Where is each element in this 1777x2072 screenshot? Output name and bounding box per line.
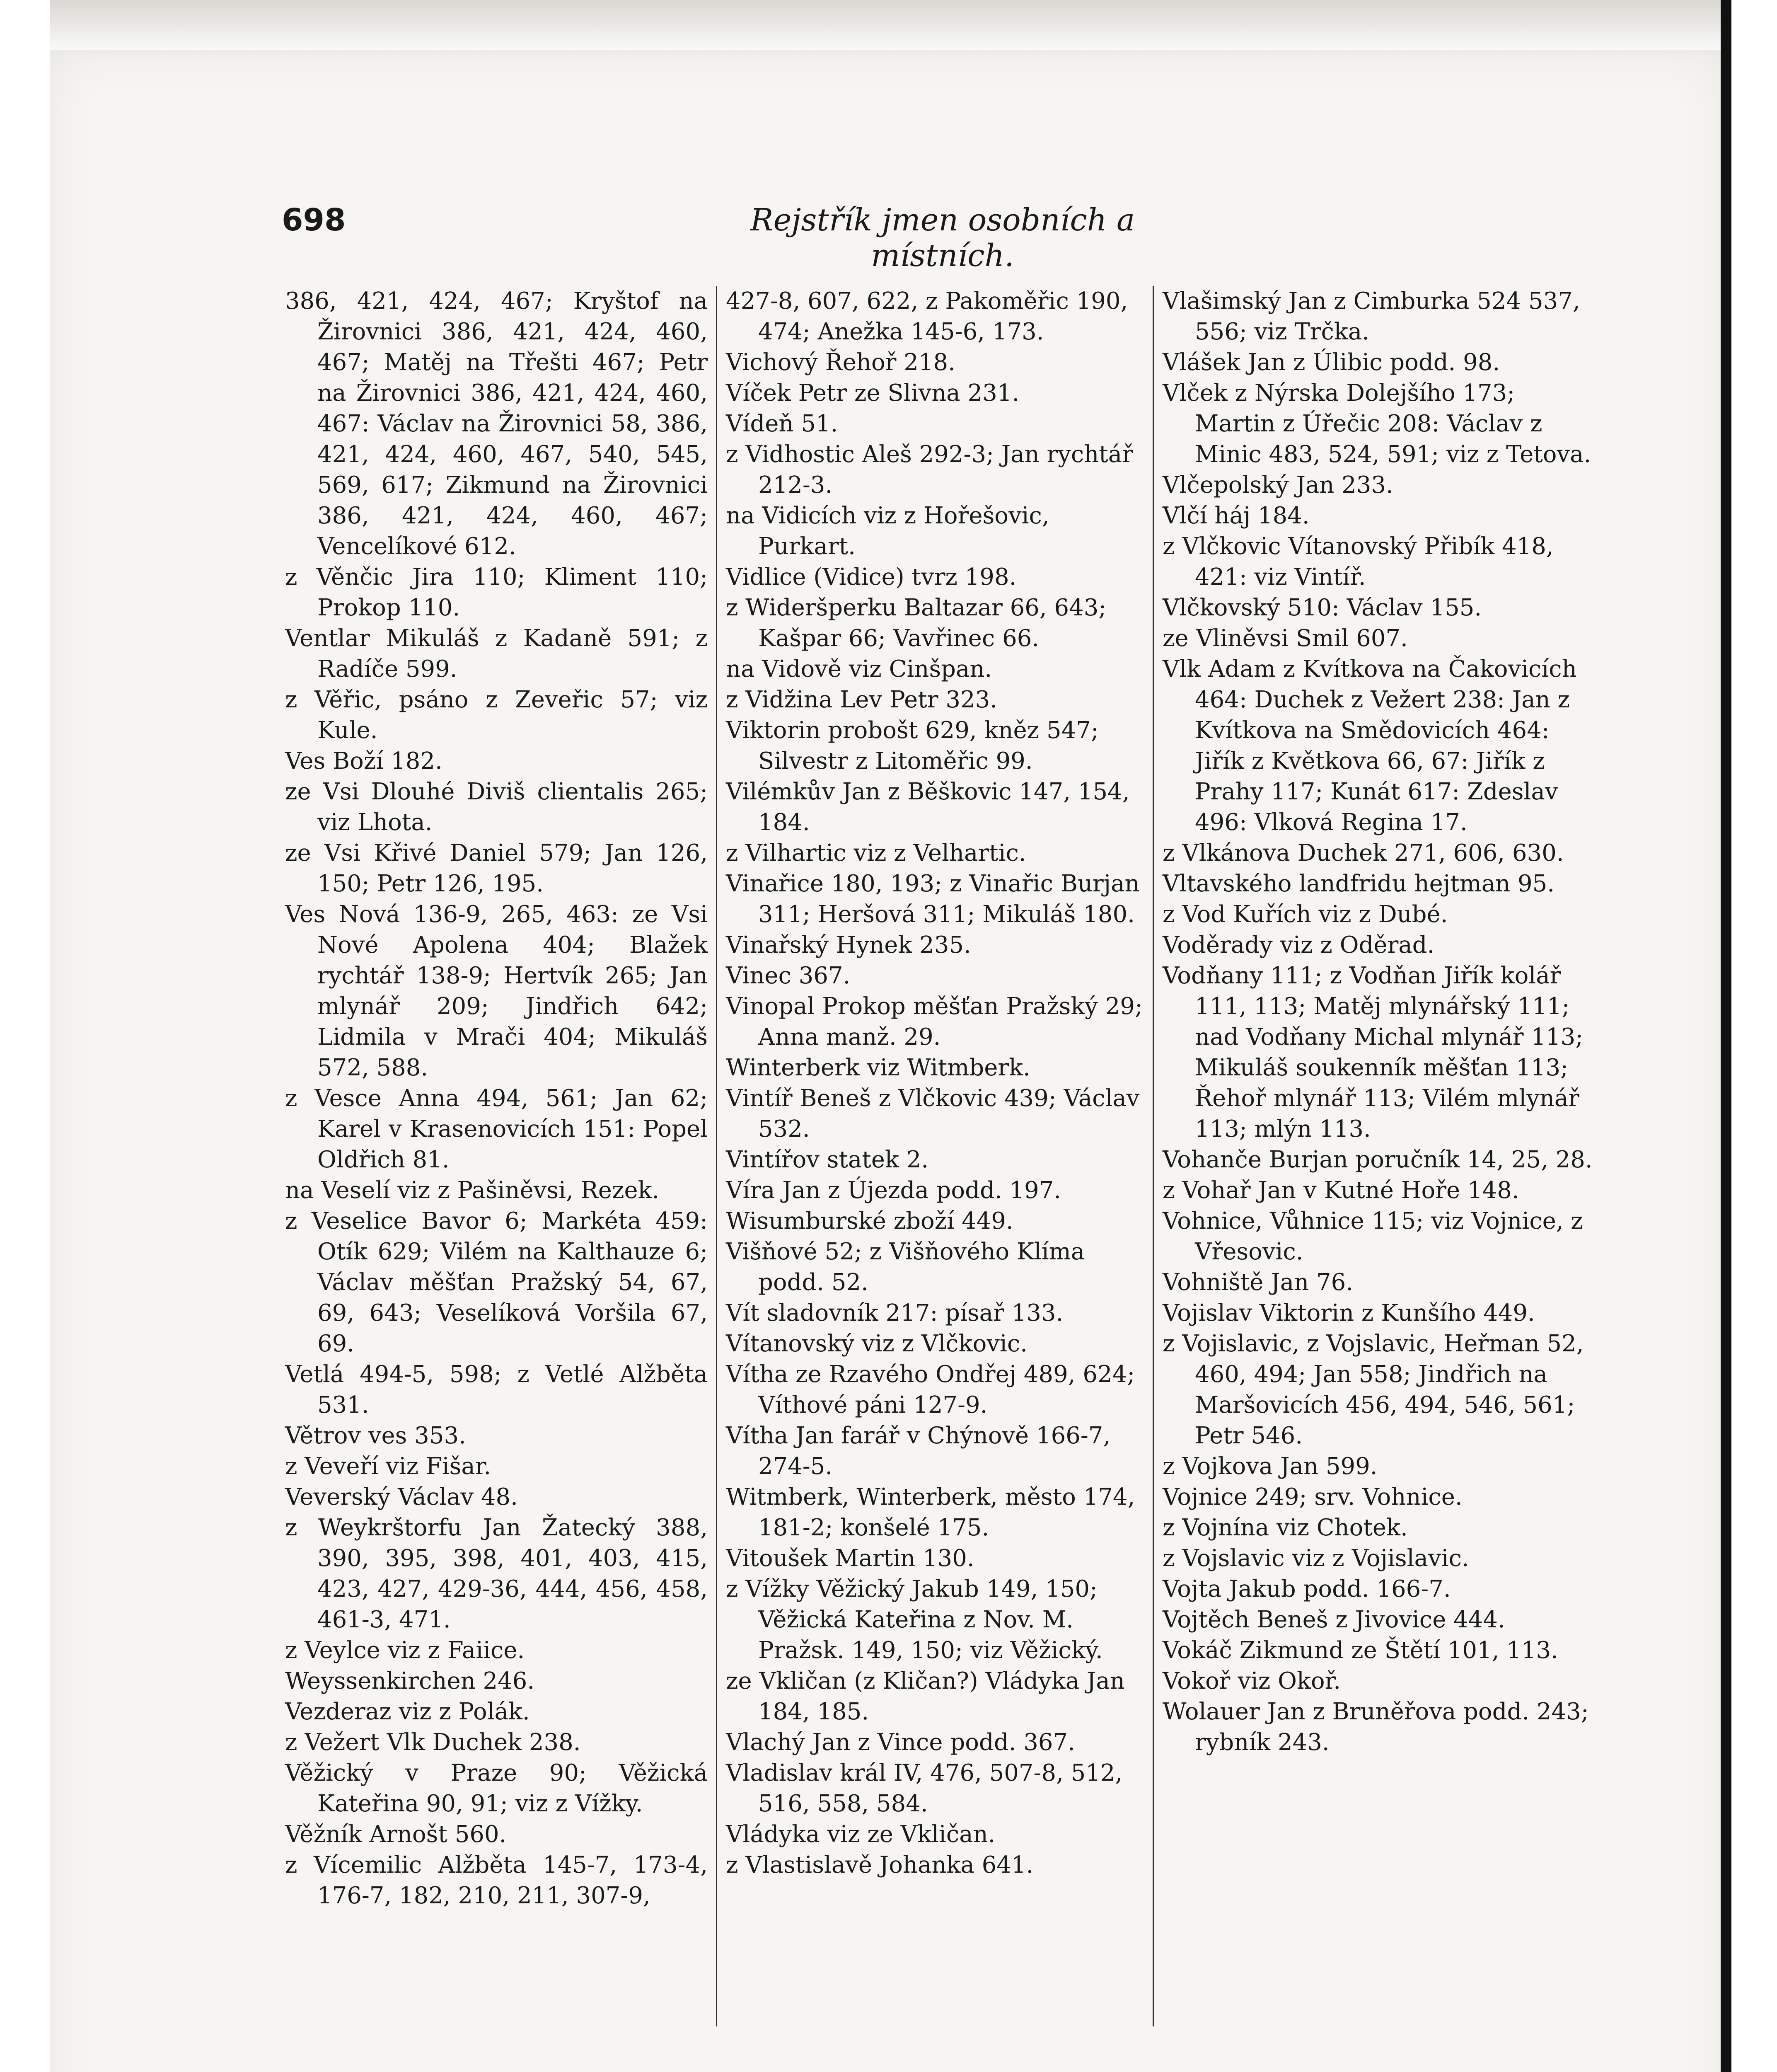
index-entry: Vinařský Hynek 235. [726, 932, 971, 959]
index-entry: z Wideršperku Baltazar 66, 643; Kašpar 66; Vavřinec 66. [726, 594, 1107, 652]
index-entry: Weyssenkirchen 246. [285, 1668, 535, 1694]
index-entry: z Vesce Anna 494, 561; Jan 62; Karel v Krasenovicích 151: Popel Oldřich 81. [285, 1085, 708, 1173]
index-entry: Vít sladovník 217: písař 133. [726, 1300, 1064, 1326]
index-entry: Věžický v Praze 90; Věžická Kateřina 90, 91; viz z Vížky. [285, 1760, 708, 1817]
index-entry: ze Vkličan (z Kličan?) Vládyka Jan 184, 185. [726, 1668, 1125, 1725]
index-entry: Vítha ze Rzavého Ondřej 489, 624; Víthové páni 127-9. [726, 1361, 1135, 1418]
index-entry: z Vojslavic viz z Vojislavic. [1163, 1545, 1469, 1572]
column-divider [1153, 286, 1154, 2026]
page-number: 698 [282, 202, 346, 238]
index-entry: Vinopal Prokop měšťan Pražský 29; Anna manž. 29. [726, 993, 1143, 1051]
index-entry: Vltavského landfridu hejtman 95. [1163, 870, 1555, 897]
index-entry: Víček Petr ze Slivna 231. [726, 380, 1020, 407]
index-entry: Vládyka viz ze Vkličan. [726, 1821, 996, 1848]
index-entry: Vohniště Jan 76. [1163, 1269, 1354, 1296]
index-entry: Vítha Jan farář v Chýnově 166-7, 274-5. [726, 1422, 1111, 1480]
index-entry: Vokáč Zikmund ze Štětí 101, 113. [1163, 1637, 1558, 1664]
index-entry: Vlašimský Jan z Cimburka 524 537, 556; viz Trčka. [1163, 288, 1580, 345]
index-entry: na Veselí viz z Pašiněvsi, Rezek. [285, 1177, 660, 1204]
index-entry: Ventlar Mikuláš z Kadaně 591; z Radíče 599. [285, 625, 708, 683]
index-entry: Vlk Adam z Kvítkova na Čakovicích 464: Duchek z Vežert 238: Jan z Kvítkova na Smědovicích 464: Jiřík z Květkova 66, 67: Jiřík z Prahy 117; Kunát 617: Zdeslav 496: Vlková Regina 17. [1163, 656, 1577, 836]
index-entry: Vokoř viz Okoř. [1163, 1668, 1341, 1694]
index-entry: z Vojnína viz Chotek. [1163, 1514, 1408, 1541]
index-entry: z Vícemilic Alžběta 145-7, 173-4, 176-7, 182, 210, 211, 307-9, [285, 1852, 708, 1909]
index-entry: Vohanče Burjan poručník 14, 25, 28. [1163, 1146, 1593, 1173]
index-entry: Wisumburské zboží 449. [726, 1208, 1013, 1234]
index-entry: Ves Boží 182. [285, 748, 442, 775]
index-entry: Víra Jan z Újezda podd. 197. [726, 1177, 1061, 1204]
index-entry: z Věnčic Jira 110; Kliment 110; Prokop 110. [285, 564, 708, 621]
column-divider [716, 286, 717, 2026]
index-entry: Vlášek Jan z Úlibic podd. 98. [1163, 349, 1500, 376]
index-entry: Vladislav král IV, 476, 507-8, 512, 516, 558, 584. [726, 1760, 1123, 1817]
index-entry: na Vidově viz Cinšpan. [726, 656, 992, 683]
index-entry: ze Vliněvsi Smil 607. [1163, 625, 1408, 652]
index-entry: Vinařice 180, 193; z Vinařic Burjan 311; Heršová 311; Mikuláš 180. [726, 870, 1140, 928]
index-entry: z Veselice Bavor 6; Markéta 459: Otík 629; Vilém na Kalthauze 6; Václav měšťan Pražský 54, 67, 69, 643; Veselíková Voršila 67, 69. [285, 1208, 708, 1357]
index-entry: ze Vsi Křivé Daniel 579; Jan 126, 150; Petr 126, 195. [285, 840, 708, 897]
index-entry: Winterberk viz Witmberk. [726, 1054, 1030, 1081]
index-entry: Vlčepolský Jan 233. [1163, 472, 1393, 499]
index-entry: Vohnice, Vůhnice 115; viz Vojnice, z Vřesovic. [1163, 1208, 1583, 1265]
index-entry: Vidlice (Vidice) tvrz 198. [726, 564, 1017, 591]
index-column-1 [285, 286, 708, 1911]
index-entry: z Vod Kuřích viz z Dubé. [1163, 901, 1448, 928]
index-entry: Vlček z Nýrska Dolejšího 173; Martin z Úřečic 208: Václav z Minic 483, 524, 591; viz z Tetova. [1163, 380, 1591, 468]
index-entry: z Vojislavic, z Vojslavic, Heřman 52, 460, 494; Jan 558; Jindřich na Maršovicích 456, 494, 546, 561; Petr 546. [1163, 1330, 1584, 1449]
index-entry: Vichový Řehoř 218. [726, 349, 955, 376]
index-entry: Vojnice 249; srv. Vohnice. [1163, 1484, 1463, 1510]
index-entry: z Veylce viz z Faiice. [285, 1637, 525, 1664]
index-entry: Vlčí háj 184. [1163, 502, 1310, 529]
index-entry: Věžník Arnošt 560. [285, 1821, 507, 1848]
index-entry: Vezderaz viz z Polák. [285, 1698, 530, 1725]
index-entry: Vojtěch Beneš z Jivovice 444. [1163, 1606, 1505, 1633]
index-column-3 [1163, 286, 1593, 1758]
index-entry: z Vlčkovic Vítanovský Přibík 418, 421: viz Vintíř. [1163, 533, 1554, 591]
index-entry: z Vlastislavě Johanka 641. [726, 1852, 1034, 1878]
index-entry: Ves Nová 136-9, 265, 463: ze Vsi Nové Apolena 404; Blažek rychtář 138-9; Hertvík 265; Jan mlynář 209; Jindřich 642; Lidmila v Mrači 404; Mikuláš 572, 588. [285, 901, 708, 1081]
index-entry: na Vidicích viz z Hořešovic, Purkart. [726, 502, 1049, 560]
index-entry: Vodňany 111; z Vodňan Jiřík kolář 111, 113; Matěj mlynářský 111; nad Vodňany Michal mlynář 113; Mikuláš soukenník měšťan 113; Řehoř mlynář 113; Vilém mlynář 113; mlýn 113. [1163, 962, 1584, 1143]
index-entry: Wolauer Jan z Bruněřova podd. 243; rybník 243. [1163, 1698, 1589, 1756]
running-title: Rejstřík jmen osobních a místních. [750, 202, 1135, 274]
index-entry: Veverský Václav 48. [285, 1484, 518, 1510]
index-entry: 386, 421, 424, 467; Kryštof na Žirovnici 386, 421, 424, 460, 467; Matěj na Třešti 467; Petr na Žirovnici 386, 421, 424, 460, 467: Václav na Žirovnici 58, 386, 421, 424, 460, 467, 540, 545, 569, 617; Zikmund na Žirovnici 386, 421, 424, 460, 467; Vencelíkové 612. [285, 288, 708, 560]
index-entry: Voděrady viz z Oděrad. [1163, 932, 1435, 959]
index-entry: Vídeň 51. [726, 410, 838, 437]
index-entry: Vetlá 494-5, 598; z Vetlé Alžběta 531. [285, 1361, 708, 1418]
index-column-2 [726, 286, 1144, 1881]
index-entry: z Věřic, psáno z Zeveřic 57; viz Kule. [285, 686, 708, 744]
index-entry: z Vlkánova Duchek 271, 606, 630. [1163, 840, 1564, 867]
index-entry: z Vežert Vlk Duchek 238. [285, 1729, 581, 1756]
index-entry: Větrov ves 353. [285, 1422, 466, 1449]
index-entry: z Weykrštorfu Jan Žatecký 388, 390, 395, 398, 401, 403, 415, 423, 427, 429-36, 444, 456, 458, 461-3, 471. [285, 1514, 708, 1633]
index-entry: Vilémkův Jan z Běškovic 147, 154, 184. [726, 778, 1130, 836]
index-entry: Vlachý Jan z Vince podd. 367. [726, 1729, 1075, 1756]
index-entry: z Vidhostic Aleš 292-3; Jan rychtář 212-3. [726, 441, 1133, 499]
index-entry: z Veveří viz Fišar. [285, 1453, 491, 1480]
index-entry: ze Vsi Dlouhé Diviš clientalis 265; viz Lhota. [285, 778, 708, 836]
index-entry: Witmberk, Winterberk, město 174, 181-2; konšelé 175. [726, 1484, 1135, 1541]
index-entry: Vítanovský viz z Vlčkovic. [726, 1330, 1028, 1357]
index-entry: Vitoušek Martin 130. [726, 1545, 974, 1572]
page-edge [1721, 0, 1731, 2072]
index-entry: z Vojkova Jan 599. [1163, 1453, 1378, 1480]
scan-shadow [50, 0, 1726, 58]
index-entry: z Vohař Jan v Kutné Hoře 148. [1163, 1177, 1519, 1204]
index-entry: z Vížky Věžický Jakub 149, 150; Věžická Kateřina z Nov. M. Pražsk. 149, 150; viz Věžický. [726, 1576, 1103, 1664]
index-entry: Vojislav Viktorin z Kunšího 449. [1163, 1300, 1535, 1326]
index-entry: Višňové 52; z Višňového Klíma podd. 52. [726, 1238, 1085, 1296]
index-entry: Vinec 367. [726, 962, 851, 989]
index-entry: Vojta Jakub podd. 166-7. [1163, 1576, 1451, 1602]
index-entry: z Vilhartic viz z Velhartic. [726, 840, 1026, 867]
index-entry: Vintířov statek 2. [726, 1146, 929, 1173]
index-entry: Vlčkovský 510: Václav 155. [1163, 594, 1482, 621]
index-entry: Vintíř Beneš z Vlčkovic 439; Václav 532. [726, 1085, 1140, 1143]
index-entry: 427-8, 607, 622, z Pakoměřic 190, 474; Anežka 145-6, 173. [726, 288, 1128, 345]
index-entry: Viktorin probošt 629, kněz 547; Silvestr z Litoměřic 99. [726, 717, 1099, 775]
index-entry: z Vidžina Lev Petr 323. [726, 686, 998, 713]
